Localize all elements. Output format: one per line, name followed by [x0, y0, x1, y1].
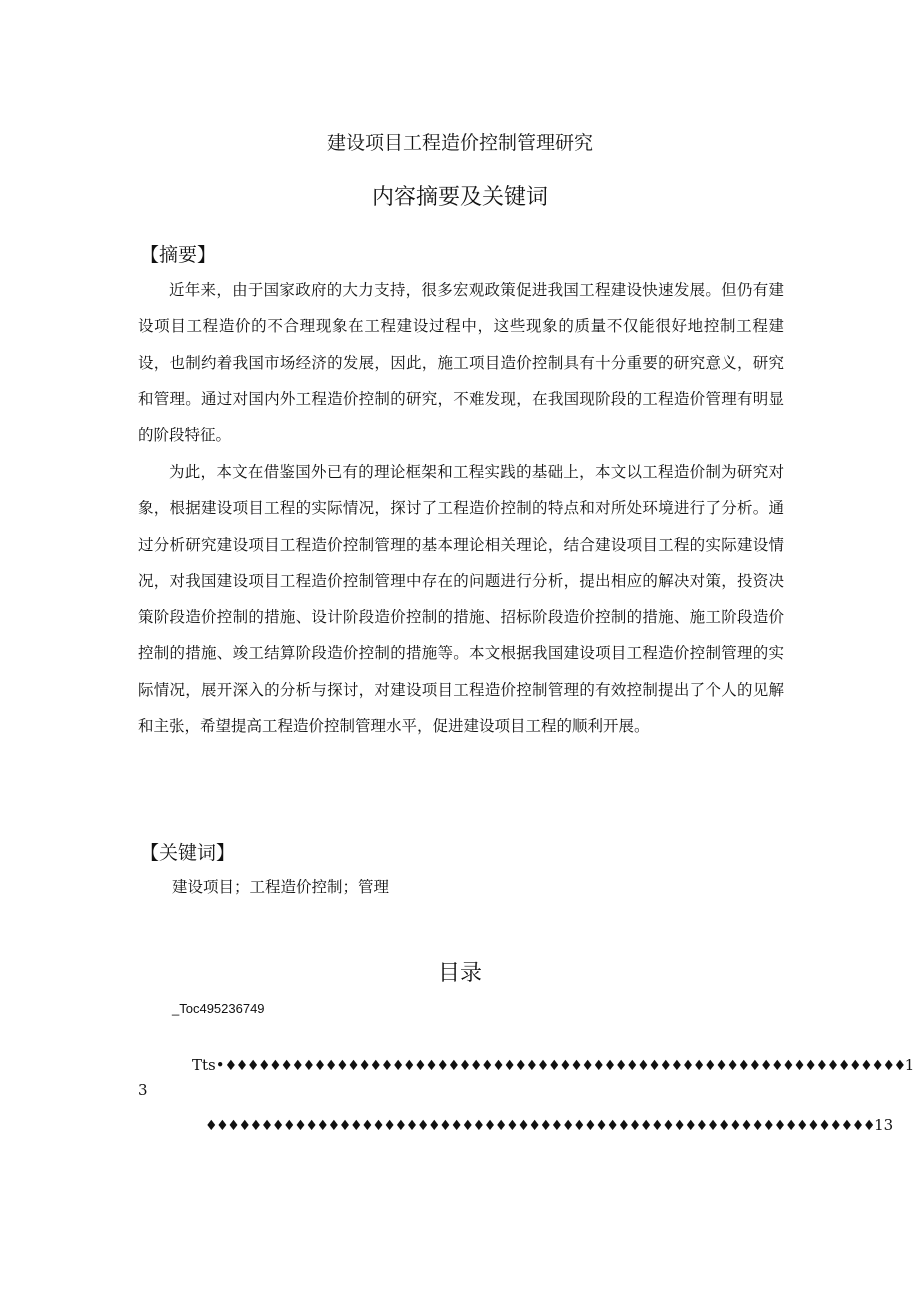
toc-entry-1-page-wrap: 3: [138, 1081, 148, 1099]
toc-entry-1-label: Tts•: [192, 1056, 225, 1074]
toc-anchor[interactable]: _Toc495236749: [172, 1001, 265, 1016]
keywords-text: 建设项目；工程造价控制；管理: [172, 878, 390, 896]
abstract-heading: 【摘要】: [140, 244, 217, 266]
toc-entry-1-page: 1: [904, 1056, 915, 1074]
keywords-heading: 【关键词】: [140, 842, 236, 864]
toc-entry-1-leader: ♦♦♦♦♦♦♦♦♦♦♦♦♦♦♦♦♦♦♦♦♦♦♦♦♦♦♦♦♦♦♦♦♦♦♦♦♦♦♦♦♦♦♦♦♦♦♦♦♦♦♦♦♦♦♦♦♦♦♦♦♦: [224, 1058, 905, 1074]
page-title: 建设项目工程造价控制管理研究: [326, 132, 593, 154]
abstract-paragraph-1: 近年来，由于国家政府的大力支持，很多宏观政策促进我国工程建设快速发展。但仍有建设项目工程造价的不合理现象在工程建设过程中，这些现象的质量不仅能很好地控制工程建设，也制约着我国市场经济的发展，因此，施工项目造价控制具有十分重要的研究意义，研究和管理。通过对国内外工程造价控制的研究，不难发现，在我国现阶段的工程造价管理有明显的阶段特征。: [138, 281, 784, 445]
abstract-paragraph-2: 为此，本文在借鉴国外已有的理论框架和工程实践的基础上，本文以工程造价制为研究对象，根据建设项目工程的实际情况，探讨了工程造价控制的特点和对所处环境进行了分析。通过分析研究建设项目工程造价控制管理的基本理论相关理论，结合建设项目工程的实际建设情况，对我国建设项目工程造价控制管理中存在的问题进行分析，提出相应的解决对策，投资决策阶段造价控制的措施、设计阶段造价控制的措施、招标阶段造价控制的措施、施工阶段造价控制的措施、竣工结算阶段造价控制的措施等。本文根据我国建设项目工程造价控制管理的实际情况，展开深入的分析与探讨，对建设项目工程造价控制管理的有效控制提出了个人的见解和主张，希望提高工程造价控制管理水平，促进建设项目工程的顺利开展。: [138, 463, 784, 736]
toc-entry-2-page: 13: [874, 1116, 894, 1134]
toc-title: 目录: [437, 961, 482, 986]
abstract-keywords-subtitle: 内容摘要及关键词: [371, 185, 548, 210]
toc-entry-2-leader: ♦♦♦♦♦♦♦♦♦♦♦♦♦♦♦♦♦♦♦♦♦♦♦♦♦♦♦♦♦♦♦♦♦♦♦♦♦♦♦♦♦♦♦♦♦♦♦♦♦♦♦♦♦♦♦♦♦♦♦♦: [205, 1118, 875, 1134]
toc-entry-1[interactable]: [192, 1056, 915, 1074]
toc-entry-2[interactable]: [205, 1116, 894, 1134]
